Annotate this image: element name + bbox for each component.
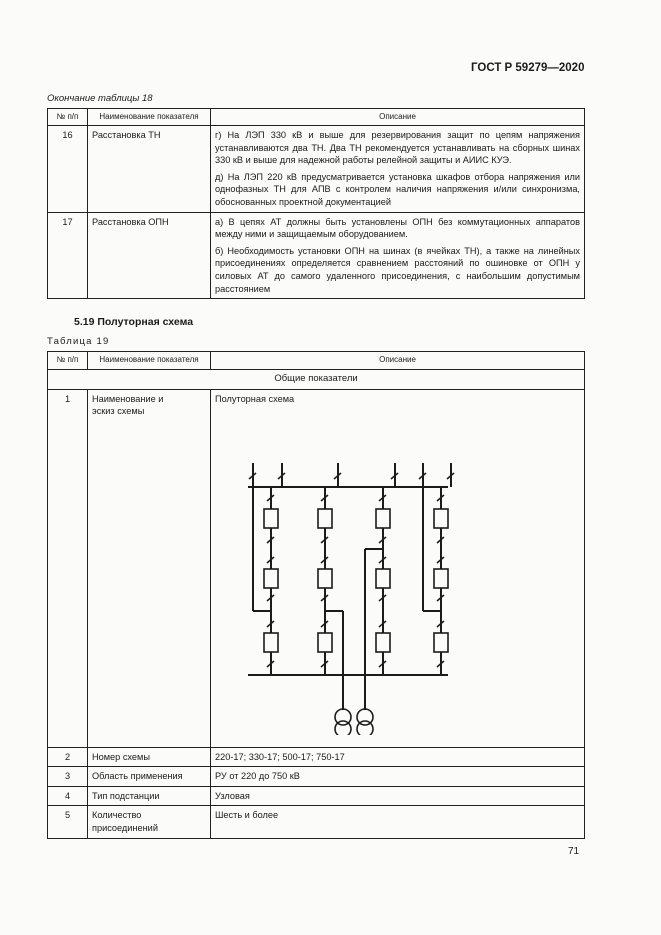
section-title: 5.19 Полуторная схема	[74, 316, 194, 328]
row-description	[211, 126, 585, 213]
circuit-breaker	[434, 569, 448, 588]
standard-designation: ГОСТ Р 59279—2020	[471, 62, 585, 74]
column-header-number: № п/п	[48, 109, 88, 126]
description-paragraph: б) Необходимость установки ОПН на шинах (в ячейках ТН), а также на линейных присоединениях определяется сравнением расстояний по ошиновке от ОПН у силовых АТ до самого удаленного присоединения, с наибольшим допустимым расстоянием	[215, 245, 580, 294]
circuit-breaker	[318, 569, 332, 588]
table-row	[48, 126, 585, 213]
row-number: 17	[48, 212, 88, 299]
row-number: 2	[48, 747, 88, 767]
circuit-breaker	[318, 509, 332, 528]
table-row	[48, 212, 585, 299]
circuit-breaker	[434, 633, 448, 652]
table-18	[47, 108, 585, 299]
row-value: Узловая	[211, 786, 585, 806]
transformer-winding	[357, 721, 373, 735]
row-description	[211, 389, 585, 747]
column-header-name: Наименование показателя	[88, 109, 211, 126]
row-value: Шесть и более	[211, 806, 585, 838]
circuit-breaker	[434, 509, 448, 528]
column-header-number: № п/п	[48, 352, 88, 370]
row-number: 1	[48, 389, 88, 747]
column-header-name: Наименование показателя	[88, 352, 211, 370]
row-value: 220-17; 330-17; 500-17; 750-17	[211, 747, 585, 767]
table-row	[48, 747, 585, 767]
row-description	[211, 212, 585, 299]
table-row	[48, 786, 585, 806]
description-paragraph: а) В цепях АТ должны быть установлены ОПН без коммутационных аппаратов между ними и защищаемым оборудованием.	[215, 216, 580, 240]
row-number: 4	[48, 786, 88, 806]
group-header: Общие показатели	[48, 370, 585, 390]
row-number: 5	[48, 806, 88, 838]
row-value: РУ от 220 до 750 кВ	[211, 767, 585, 787]
page-number: 71	[568, 846, 580, 857]
row-name: Наименование и эскиз схемы	[88, 389, 211, 747]
table-19-label: Таблица 19	[47, 336, 110, 347]
scheme-name: Полуторная схема	[215, 393, 295, 404]
circuit-breaker	[376, 569, 390, 588]
description-paragraph: д) На ЛЭП 220 кВ предусматривается установка шкафов отбора напряжения или однофазных ТН для АПВ с контролем наличия напряжения и/или синхронизма, обоснованных проектной документацией	[215, 171, 580, 207]
row-number: 16	[48, 126, 88, 213]
row-name: Тип подстанции	[88, 786, 211, 806]
circuit-breaker	[318, 633, 332, 652]
row-name: Расстановка ТН	[88, 126, 211, 213]
table-row	[48, 389, 585, 747]
column-header-description: Описание	[211, 109, 585, 126]
breaker-and-a-half-scheme-diagram	[215, 405, 581, 735]
circuit-breaker	[376, 633, 390, 652]
row-number: 3	[48, 767, 88, 787]
table-19	[47, 351, 585, 839]
column-header-description: Описание	[211, 352, 585, 370]
circuit-breaker	[264, 633, 278, 652]
description-paragraph: г) На ЛЭП 330 кВ и выше для резервирования защит по цепям напряжения устанавливаются два ТН. Два ТН рекомендуется устанавливать на сборных шинах 330 кВ и выше для надежной работы релейной защиты и АИИС КУЭ.	[215, 130, 580, 166]
transformer-winding	[335, 721, 351, 735]
row-name: Количество присоединений	[88, 806, 211, 838]
row-name: Расстановка ОПН	[88, 212, 211, 299]
circuit-breaker	[264, 509, 278, 528]
circuit-breaker	[264, 569, 278, 588]
table-18-continuation-caption: Окончание таблицы 18	[47, 93, 153, 104]
table-row	[48, 767, 585, 787]
row-name: Область применения	[88, 767, 211, 787]
row-name: Номер схемы	[88, 747, 211, 767]
circuit-breaker	[376, 509, 390, 528]
table-row	[48, 806, 585, 838]
